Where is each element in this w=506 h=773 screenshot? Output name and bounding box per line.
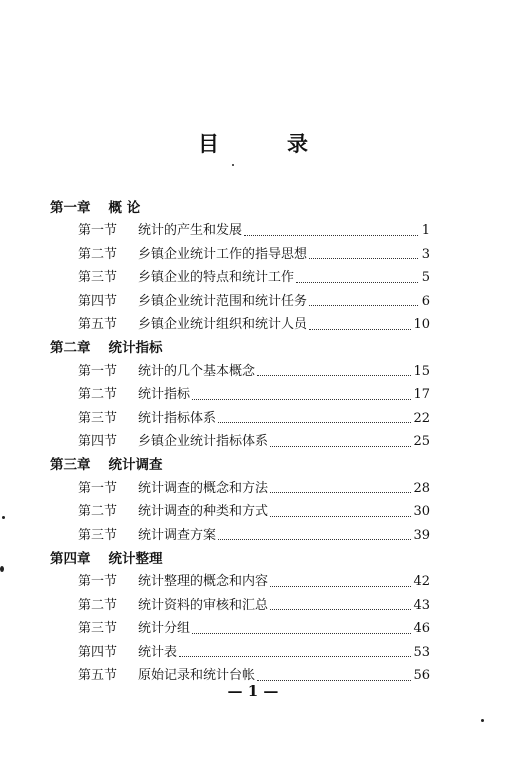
section-number: 第四节: [78, 293, 118, 309]
section-number: 第一节: [78, 363, 118, 379]
section-title: 乡镇企业的特点和统计工作: [138, 270, 295, 286]
section-number: 第一节: [78, 574, 118, 590]
dot-leader: [218, 539, 411, 540]
section-title: 统计资料的审核和汇总: [138, 597, 269, 613]
toc-entry: [78, 526, 430, 546]
section-title: 统计指标体系: [138, 410, 217, 426]
toc-entry: [78, 596, 430, 616]
page-ref: 56: [413, 668, 430, 683]
section-number: 第二节: [78, 504, 118, 520]
section-title: 统计表: [138, 644, 178, 660]
section-number: 第五节: [78, 668, 118, 683]
toc-entry: [78, 292, 430, 312]
chapter-title: 统计调查: [108, 457, 163, 474]
section-title: 统计分组: [138, 621, 191, 637]
page-ref: 6: [421, 293, 430, 309]
page-ref: 53: [413, 644, 430, 660]
section-number: 第二节: [78, 387, 118, 403]
section-title: 统计调查的概念和方法: [138, 480, 269, 496]
dot-leader: [192, 399, 411, 400]
section-number: 第一节: [78, 223, 118, 239]
dot-leader: [270, 609, 411, 610]
dot-leader: [244, 235, 418, 236]
section-title: 统计的几个基本概念: [138, 363, 256, 379]
section-title: 乡镇企业统计组织和统计人员: [138, 317, 308, 332]
section-title: 乡镇企业统计工作的指导思想: [138, 246, 308, 262]
dot-leader: [257, 375, 411, 376]
section-number: 第三节: [78, 410, 118, 426]
chapter-heading: [50, 455, 163, 475]
title-char-2: 录: [287, 132, 308, 156]
page-ref: 30: [413, 504, 430, 520]
dot-leader: [257, 680, 411, 681]
scan-speck: [481, 719, 484, 722]
page-ref: 42: [413, 574, 430, 590]
section-number: 第三节: [78, 527, 118, 543]
section-title: 原始记录和统计台帐: [138, 668, 256, 683]
section-title: 乡镇企业统计范围和统计任务: [138, 293, 308, 309]
page-title: [0, 128, 506, 158]
chapter-heading: [50, 549, 163, 569]
section-title: 统计指标: [138, 387, 191, 403]
page-ref: 46: [413, 621, 430, 637]
section-number: 第一节: [78, 480, 118, 496]
page-ref: 1: [421, 223, 430, 239]
chapter-label: 第一章: [50, 200, 91, 216]
page-ref: 25: [413, 434, 430, 449]
section-title: 统计的产生和发展: [138, 223, 243, 239]
page-ref: 39: [413, 527, 430, 543]
toc-entry: [78, 245, 430, 265]
dot-leader: [309, 305, 418, 306]
toc-entry: [78, 432, 430, 452]
chapter-label: 第三章: [50, 457, 91, 474]
dot-leader: [218, 422, 411, 423]
section-number: 第四节: [78, 434, 118, 449]
chapter-label: 第二章: [50, 340, 91, 357]
toc-entry: [78, 572, 430, 592]
section-number: 第五节: [78, 317, 118, 332]
toc-entry: [78, 619, 430, 639]
section-number: 第二节: [78, 246, 118, 262]
section-title: 统计调查的种类和方式: [138, 504, 269, 520]
scan-speck: [232, 164, 234, 166]
chapter-title: 概 论: [108, 200, 141, 216]
page-ref: 3: [421, 246, 430, 262]
dot-leader: [270, 492, 411, 493]
scan-speck: [0, 566, 4, 572]
toc-entry: [78, 479, 430, 499]
chapter-heading: [50, 198, 140, 218]
page-number: — 1 —: [227, 682, 279, 700]
chapter-title: 统计指标: [108, 340, 163, 357]
page-ref: 5: [421, 270, 430, 286]
dot-leader: [270, 446, 411, 447]
toc-entry: [78, 221, 430, 241]
section-number: 第四节: [78, 644, 118, 660]
title-char-1: 目: [198, 132, 219, 156]
scan-speck: [2, 516, 5, 519]
section-number: 第三节: [78, 270, 118, 286]
dot-leader: [179, 656, 411, 657]
chapter-heading: [50, 338, 163, 358]
section-number: 第二节: [78, 597, 118, 613]
dot-leader: [296, 282, 418, 283]
toc-entry: [78, 385, 430, 405]
section-title: 统计整理的概念和内容: [138, 574, 269, 590]
dot-leader: [270, 516, 411, 517]
chapter-label: 第四章: [50, 551, 91, 567]
section-title: 乡镇企业统计指标体系: [138, 434, 269, 449]
toc-entry: [78, 268, 430, 288]
toc-entry: [78, 502, 430, 522]
page-ref: 43: [413, 597, 430, 613]
page-ref: 10: [413, 317, 430, 332]
toc-entry: [78, 409, 430, 429]
page-ref: 28: [413, 480, 430, 496]
dot-leader: [309, 258, 418, 259]
section-title: 统计调查方案: [138, 527, 217, 543]
toc-entry: [78, 362, 430, 382]
toc-entry: [78, 315, 430, 335]
dot-leader: [270, 586, 411, 587]
page-ref: 15: [413, 363, 430, 379]
toc-entry: [78, 643, 430, 663]
page-ref: 22: [413, 410, 430, 426]
dot-leader: [309, 329, 411, 330]
dot-leader: [192, 633, 411, 634]
section-number: 第三节: [78, 621, 118, 637]
chapter-title: 统计整理: [108, 551, 163, 567]
page-ref: 17: [413, 387, 430, 403]
